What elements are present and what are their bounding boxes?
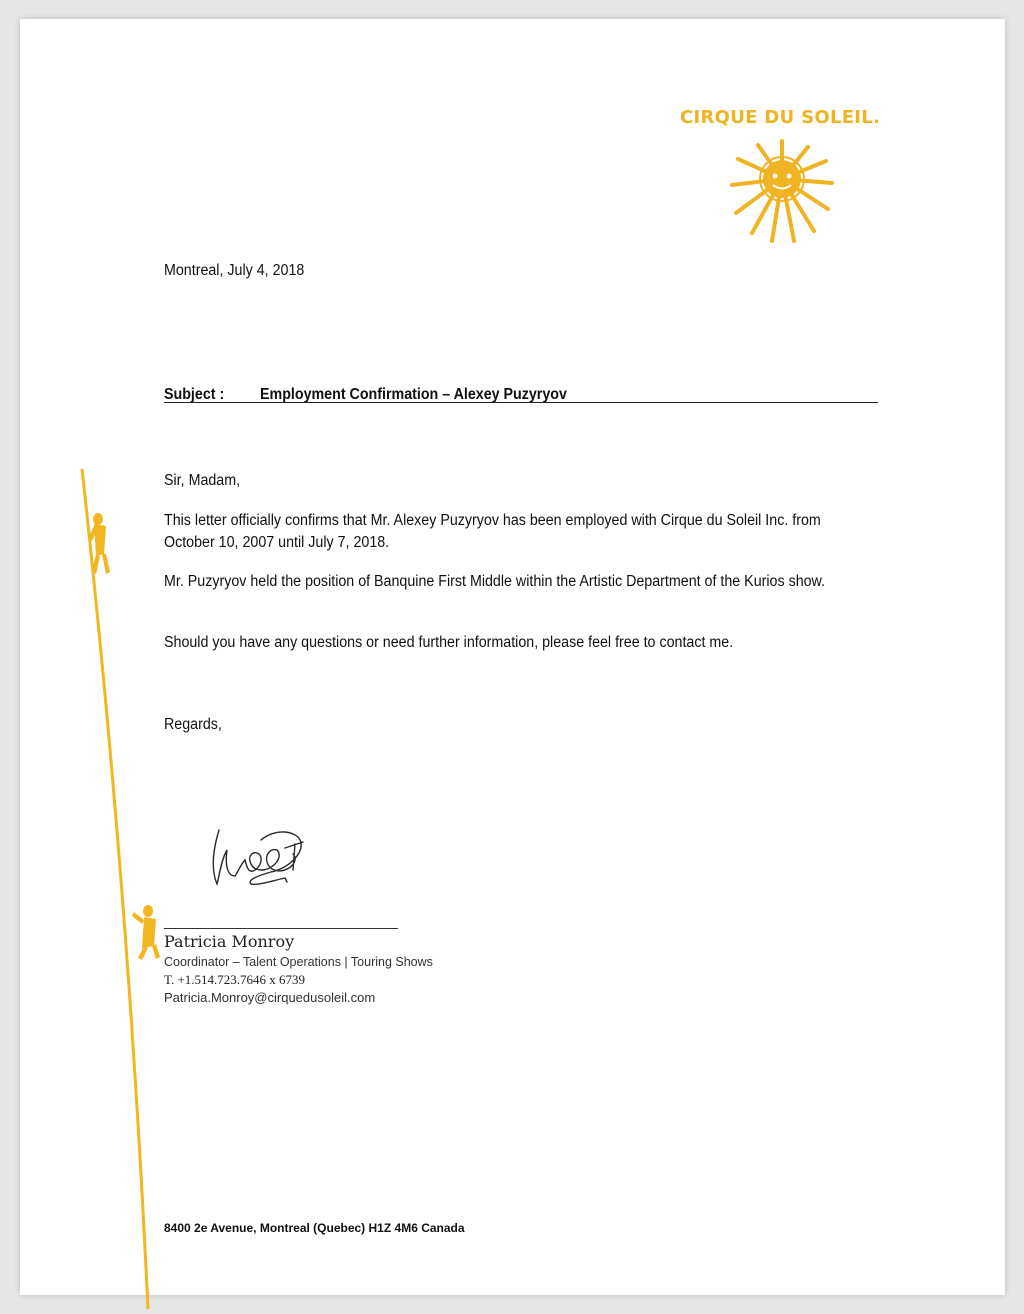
brand-wordmark: CIRQUE DU SOLEIL. bbox=[680, 107, 881, 128]
paragraph-1-line-2: October 10, 2007 until July 7, 2018. bbox=[164, 534, 390, 551]
footer-address: 8400 2e Avenue, Montreal (Quebec) H1Z 4M6 Canada bbox=[164, 1221, 465, 1235]
closing: Regards, bbox=[164, 716, 222, 733]
paragraph-2: Mr. Puzyryov held the position of Banquine First Middle within the Artistic Department of the Kurios show. bbox=[164, 573, 826, 590]
signatory-email: Patricia.Monroy@cirquedusoleil.com bbox=[164, 990, 376, 1005]
signatory-name: Patricia Monroy bbox=[164, 932, 295, 951]
greeting: Sir, Madam, bbox=[164, 472, 241, 489]
signature-line bbox=[164, 928, 398, 929]
letter-page bbox=[20, 19, 1005, 1295]
climber-figure-bottom bbox=[132, 905, 160, 960]
sun-logo-icon bbox=[728, 135, 836, 245]
subject-underline bbox=[164, 402, 878, 403]
subject-value: Employment Confirmation – Alexey Puzyryov bbox=[260, 386, 567, 403]
handwritten-signature bbox=[205, 820, 315, 892]
paragraph-3: Should you have any questions or need further information, please feel free to contact me. bbox=[164, 634, 734, 651]
subject-label: Subject : bbox=[164, 386, 225, 403]
paragraph-1-line-1: This letter officially confirms that Mr. Alexey Puzyryov has been employed with Cirque du Soleil Inc. from bbox=[164, 512, 821, 529]
letter-date: Montreal, July 4, 2018 bbox=[164, 262, 305, 279]
climbing-rope-illustration bbox=[70, 464, 170, 1314]
signatory-phone: T. +1.514.723.7646 x 6739 bbox=[164, 972, 306, 987]
signatory-title: Coordinator – Talent Operations | Touring Shows bbox=[164, 955, 433, 969]
